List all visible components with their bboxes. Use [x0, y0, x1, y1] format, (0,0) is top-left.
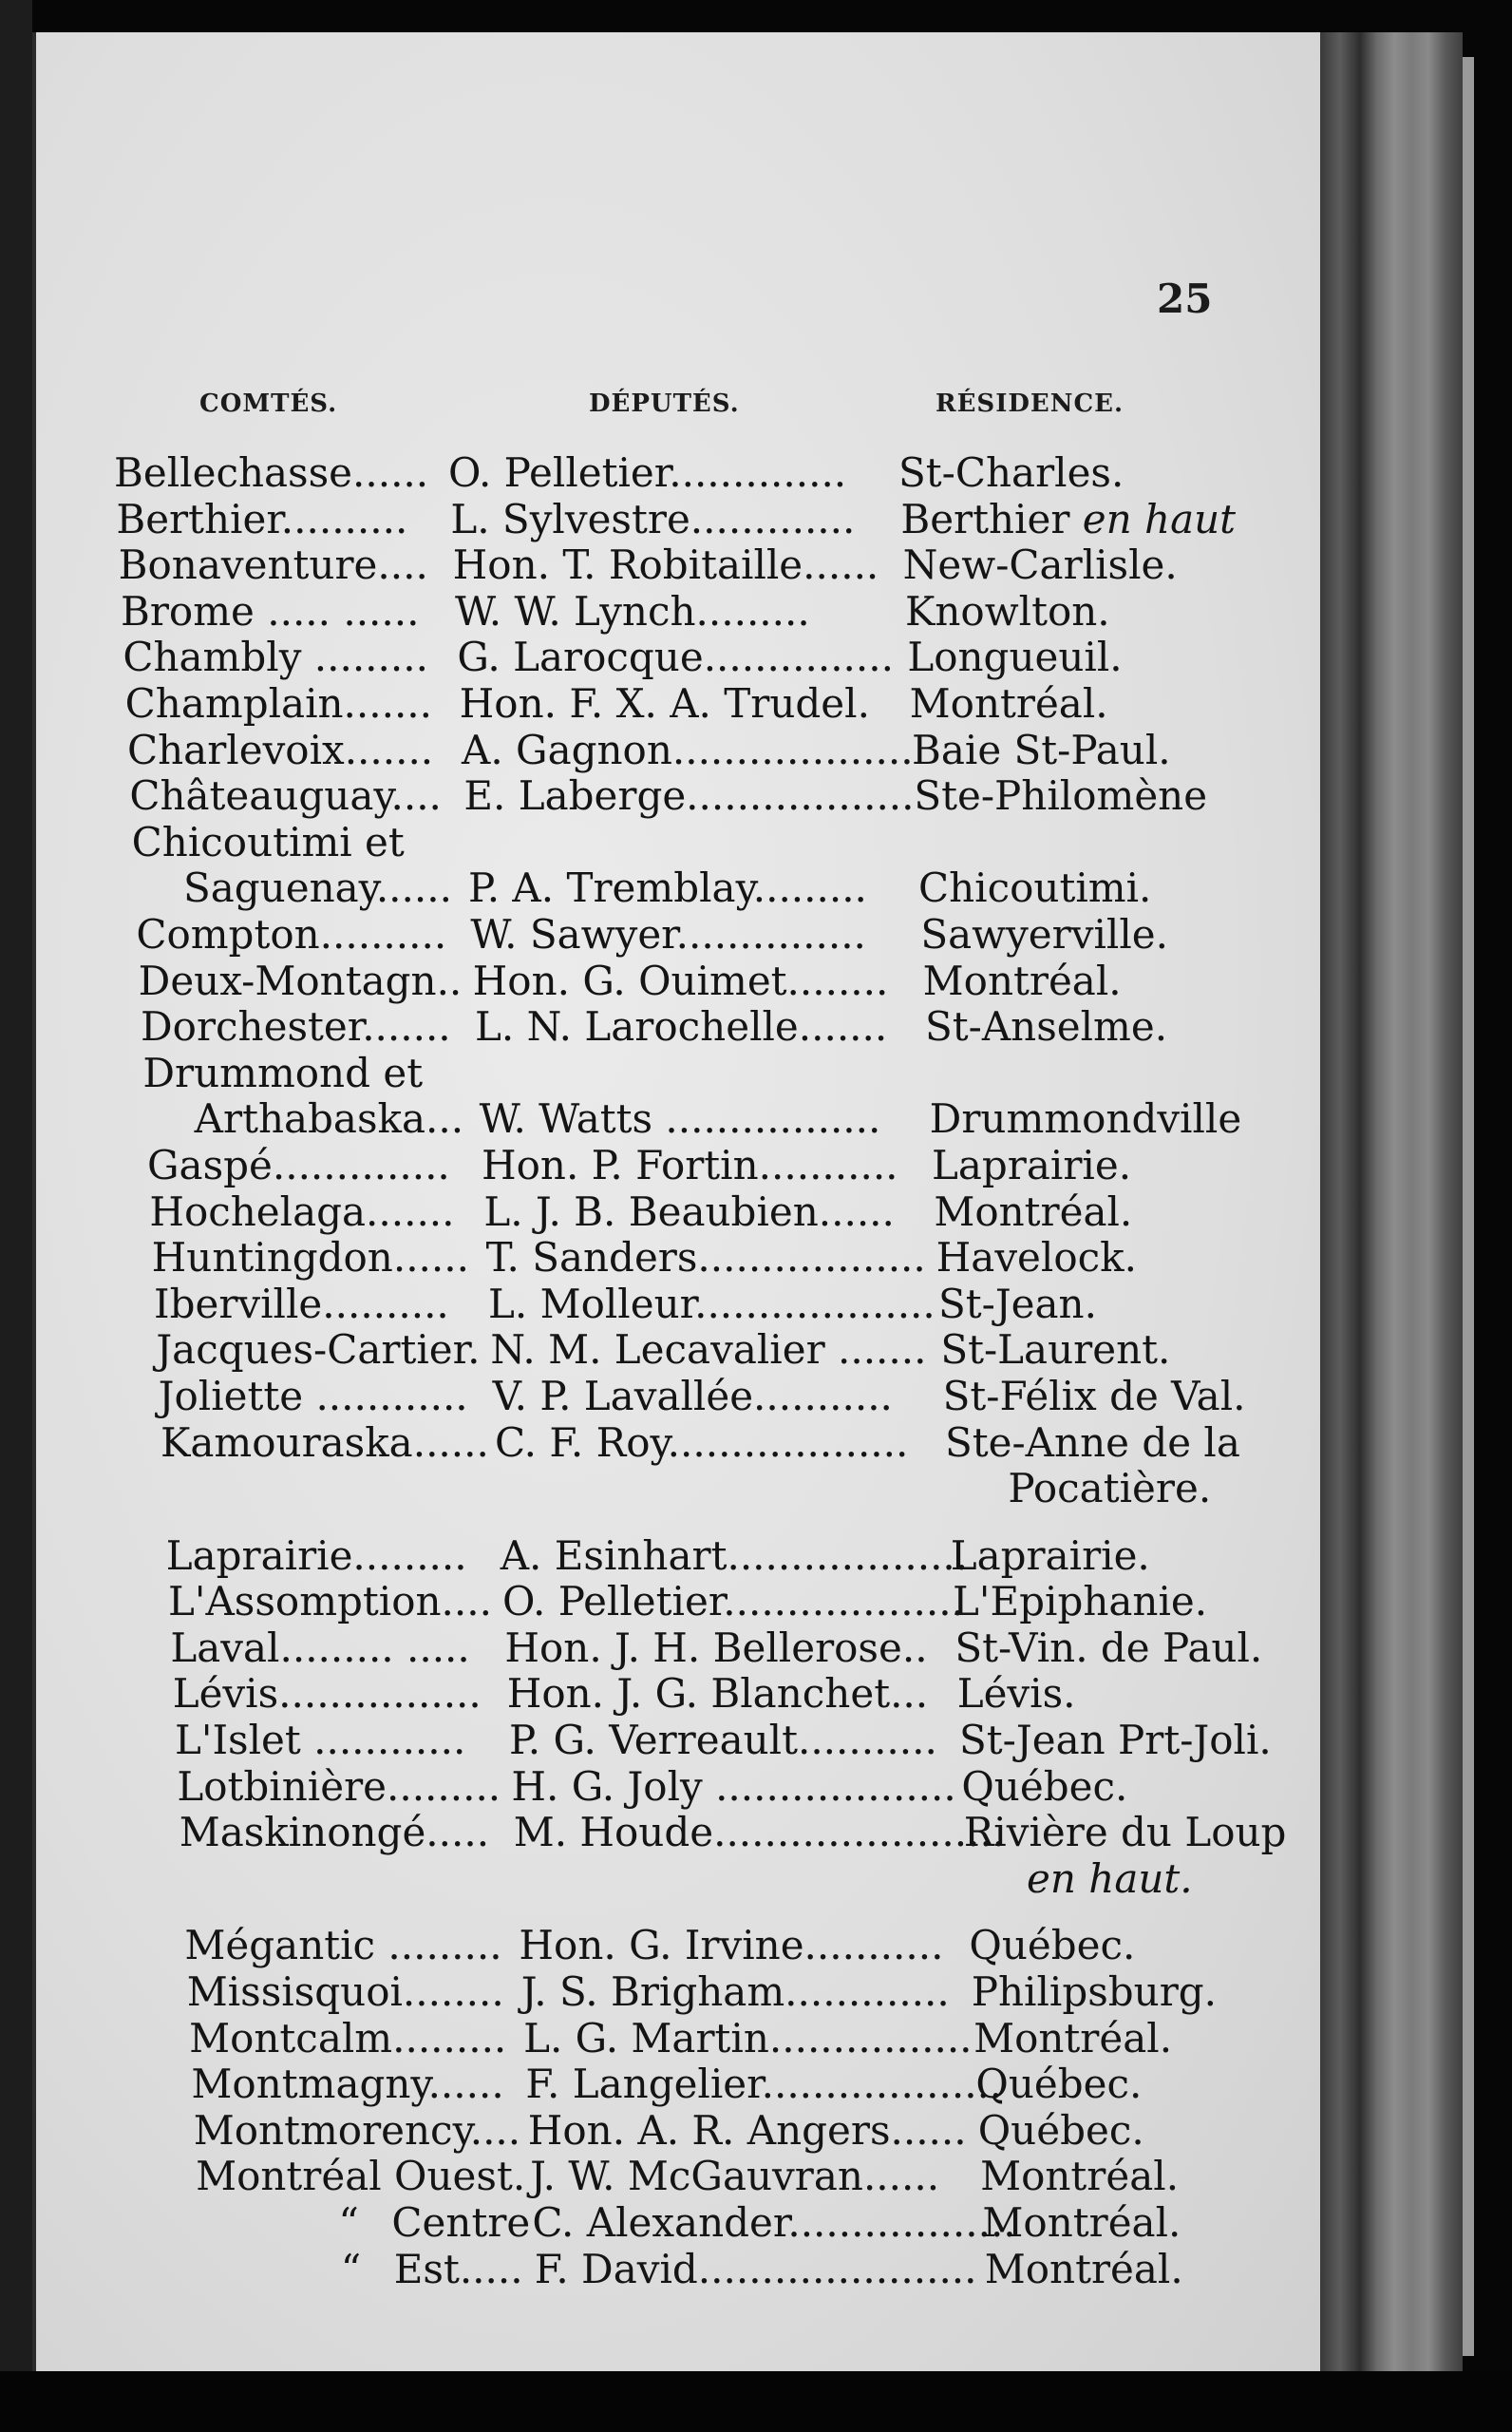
county-name: Maskinongé..... — [179, 1809, 490, 1856]
deputy-name: G. Larocque............... — [457, 634, 894, 681]
residence-name: Longueuil. — [907, 634, 1123, 681]
residence-name: Berthier en haut — [900, 495, 1237, 542]
county-name-continued: Arthabaska... — [194, 1095, 464, 1143]
county-name: Champlain....... — [124, 680, 433, 727]
county-name: Dorchester....... — [140, 1003, 451, 1051]
county-name: Berthier.......... — [116, 495, 408, 542]
residence-name: Québec. — [969, 1922, 1136, 1969]
county-name: Bellechasse...... — [114, 449, 429, 496]
county-name: Montréal Ouest. — [196, 2153, 526, 2200]
county-name: Bonaventure.... — [118, 542, 428, 589]
residence-name: Chicoutimi. — [917, 864, 1152, 912]
deputy-name: M. Houde....................... — [513, 1809, 1006, 1856]
residence-name: Québec. — [975, 2061, 1143, 2108]
residence-name: L'Epiphanie. — [953, 1578, 1208, 1625]
residence-name: Ste-Anne de la — [944, 1418, 1240, 1466]
county-name: Chambly ......... — [123, 634, 428, 681]
deputy-name: A. Esinhart................... — [500, 1531, 969, 1579]
residence-name: New-Carlisle. — [902, 542, 1178, 589]
residence-name-continued: en haut. — [1027, 1854, 1193, 1902]
residence-name: Laprairie. — [950, 1531, 1150, 1579]
county-name-continued: Saguenay...... — [182, 864, 452, 912]
deputy-name: Hon. F. X. A. Trudel. — [459, 680, 870, 727]
deputy-name: H. G. Joly ................... — [511, 1762, 956, 1810]
county-name: L'Assomption.... — [168, 1578, 492, 1625]
background-bottom — [0, 2371, 1512, 2432]
county-name: Est..... — [393, 2245, 523, 2292]
deputy-name: W. Watts ................. — [479, 1095, 881, 1143]
deputy-name: J. W. McGauvran...... — [530, 2153, 940, 2200]
residence-name: Québec. — [977, 2106, 1144, 2154]
county-name: Lévis................ — [172, 1670, 482, 1718]
county-name: Laval......... ..... — [170, 1624, 470, 1671]
county-name: Charlevoix....... — [126, 726, 434, 773]
residence-name: Montréal. — [982, 2198, 1181, 2246]
book-cover-edge — [1463, 57, 1474, 2356]
deputy-name: Hon. G. Irvine........... — [519, 1922, 944, 1969]
residence-name: St-Jean. — [937, 1280, 1097, 1327]
residence-name: Drummondville — [929, 1095, 1242, 1143]
residence-name: Québec. — [961, 1762, 1128, 1810]
residence-name: Montréal. — [980, 2153, 1180, 2200]
county-name: Montmagny...... — [191, 2061, 504, 2108]
county-name: Chicoutimi et — [131, 818, 405, 865]
residence-name: Montréal. — [922, 957, 1122, 1004]
residence-name: Montréal. — [973, 2014, 1173, 2062]
county-name: Montcalm......... — [189, 2014, 507, 2062]
deputy-name: O. Pelletier.............. — [448, 449, 847, 496]
deputy-name: Hon. T. Robitaille...... — [452, 542, 879, 589]
deputy-name: Hon. J. G. Blanchet... — [506, 1670, 929, 1718]
residence-name: St-Vin. de Paul. — [954, 1624, 1263, 1671]
county-name: Huntingdon...... — [151, 1234, 469, 1282]
residence-name: Rivière du Loup — [963, 1809, 1287, 1856]
column-header-comtes: COMTÉS. — [199, 390, 338, 418]
deputy-name: P. A. Tremblay......... — [467, 864, 867, 912]
residence-name: Montréal. — [934, 1188, 1133, 1235]
deputy-name: L. G. Martin................ — [523, 2014, 973, 2062]
county-name: Centre — [391, 2198, 531, 2246]
residence-name: Philipsburg. — [971, 1967, 1218, 2015]
county-name: Laprairie......... — [165, 1531, 467, 1579]
county-name: Montmorency.... — [193, 2106, 521, 2154]
page-number: 25 — [1157, 276, 1213, 322]
county-name: Deux-Montagn.. — [138, 957, 463, 1004]
county-name: Hochelaga....... — [149, 1188, 455, 1235]
deputy-name: N. M. Lecavalier ....... — [490, 1326, 927, 1374]
ditto-mark: “ — [340, 2245, 362, 2292]
deputy-name: Hon. G. Ouimet........ — [472, 957, 889, 1004]
county-name: Joliette ............ — [158, 1373, 468, 1419]
deputy-name: F. Langelier................... — [525, 2061, 1003, 2108]
deputy-name: C. F. Roy................... — [494, 1418, 909, 1466]
county-name: Drummond et — [142, 1049, 424, 1096]
county-name: Châteauguay.... — [129, 772, 442, 820]
deputy-name: W. Sawyer............... — [470, 911, 866, 958]
deputy-name: V. P. Lavallée........... — [492, 1373, 893, 1419]
column-header-deputes: DÉPUTÉS. — [589, 390, 740, 418]
residence-name: Montréal. — [909, 680, 1108, 727]
county-name: Compton.......... — [136, 911, 447, 958]
county-name: Gaspé.............. — [146, 1142, 450, 1188]
county-name: Iberville.......... — [153, 1280, 449, 1327]
residence-name: Montréal. — [984, 2245, 1183, 2292]
deputy-name: O. Pelletier................... — [502, 1578, 964, 1625]
residence-name-continued: Pocatière. — [1008, 1465, 1212, 1512]
deputy-name: L. J. B. Beaubien...... — [483, 1188, 895, 1235]
residence-name: St-Anselme. — [924, 1003, 1168, 1051]
residence-name: St-Jean Prt-Joli. — [959, 1717, 1272, 1764]
deputy-name: L. N. Larochelle....... — [474, 1003, 888, 1051]
deputy-name: C. Alexander.................. — [532, 2198, 1016, 2246]
deputy-name: P. G. Verreault........... — [509, 1717, 937, 1764]
column-header-residence: RÉSIDENCE. — [936, 390, 1125, 418]
residence-name: Ste-Philomène — [914, 772, 1208, 820]
residence-name: Sawyerville. — [920, 911, 1168, 958]
residence-name: Knowlton. — [904, 587, 1110, 635]
deputy-name: A. Gagnon................... — [461, 726, 914, 773]
deputy-name: Hon. J. H. Bellerose.. — [504, 1624, 928, 1671]
deputy-name: Hon. A. R. Angers...... — [527, 2106, 967, 2154]
residence-name: Baie St-Paul. — [911, 726, 1171, 773]
deputy-name: T. Sanders.................. — [485, 1234, 926, 1282]
residence-name: Havelock. — [936, 1234, 1137, 1282]
residence-italic: en haut — [1082, 495, 1237, 542]
residence-name: Laprairie. — [931, 1142, 1132, 1188]
residence-name: St-Laurent. — [940, 1326, 1171, 1374]
county-name: Lotbinière......... — [177, 1762, 501, 1810]
county-name: Kamouraska...... — [160, 1418, 489, 1466]
deputy-name: J. S. Brigham............. — [520, 1967, 950, 2015]
county-name: Jacques-Cartier. — [156, 1326, 481, 1374]
county-name: L'Islet ............ — [175, 1717, 466, 1764]
residence-name: St-Félix de Val. — [942, 1373, 1246, 1419]
deputy-name: Hon. P. Fortin........... — [481, 1142, 898, 1188]
deputy-name: F. David...................... — [534, 2245, 977, 2292]
ditto-mark: “ — [338, 2198, 359, 2246]
page-edges-right — [1320, 32, 1463, 2371]
residence-name: St-Charles. — [898, 449, 1125, 496]
residence-name: Lévis. — [956, 1670, 1076, 1718]
deputy-name: L. Sylvestre............. — [450, 495, 856, 542]
county-name: Mégantic ......... — [184, 1922, 502, 1969]
county-name: Brome ..... ...... — [120, 587, 420, 635]
county-name: Missisquoi........ — [186, 1967, 504, 2015]
deputy-name: W. W. Lynch......... — [454, 587, 810, 635]
deputy-name: E. Laberge.................. — [463, 772, 915, 820]
deputy-name: L. Molleur................... — [487, 1280, 936, 1327]
